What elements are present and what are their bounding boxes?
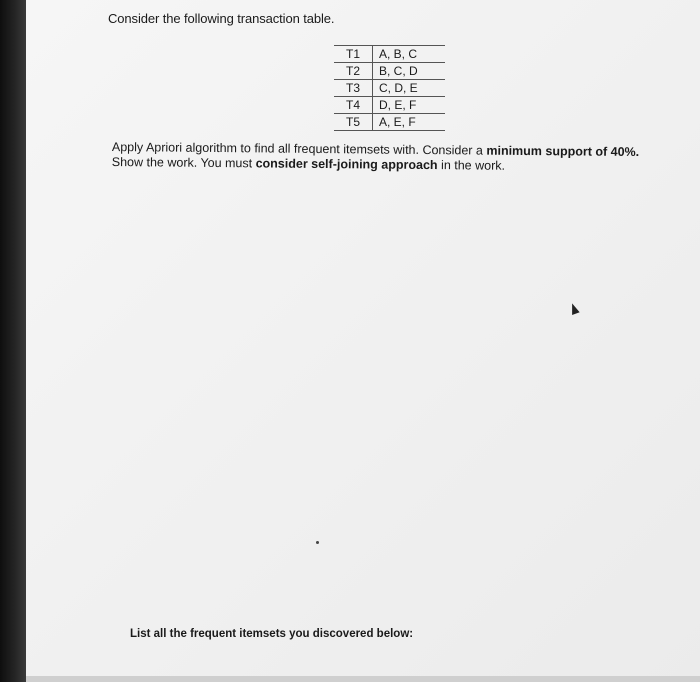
instructions-text: Show the work. You must — [111, 154, 256, 171]
answer-prompt: List all the frequent itemsets you discovered below: — [130, 628, 414, 640]
intro-text: Consider the following transaction table. — [108, 11, 335, 26]
transaction-id: T4 — [334, 97, 373, 114]
self-joining-emphasis: consider self-joining approach — [255, 156, 438, 173]
transaction-items: A, E, F — [373, 114, 446, 131]
stray-mark — [316, 541, 319, 544]
table-row — [334, 63, 445, 80]
transaction-items: C, D, E — [373, 80, 446, 97]
transaction-id: T1 — [334, 46, 373, 63]
instructions-text: in the work. — [437, 158, 506, 173]
transaction-items: B, C, D — [373, 63, 446, 80]
instructions-text: Apply Apriori algorithm to find all frequent itemsets with. Consider a — [111, 140, 487, 158]
table-row — [334, 46, 445, 63]
instructions-paragraph — [112, 140, 682, 175]
transaction-items: D, E, F — [373, 97, 446, 114]
screen-bezel — [0, 0, 26, 682]
transaction-items: A, B, C — [373, 46, 446, 63]
table-row — [334, 114, 445, 131]
minimum-support-emphasis: minimum support of 40%. — [486, 143, 640, 160]
transaction-id: T2 — [334, 63, 373, 80]
table-row — [334, 97, 445, 114]
table-row — [334, 80, 445, 97]
transaction-id: T5 — [334, 114, 373, 131]
page-bottom-edge — [26, 676, 700, 682]
transaction-table — [334, 45, 445, 131]
transaction-id: T3 — [334, 80, 373, 97]
